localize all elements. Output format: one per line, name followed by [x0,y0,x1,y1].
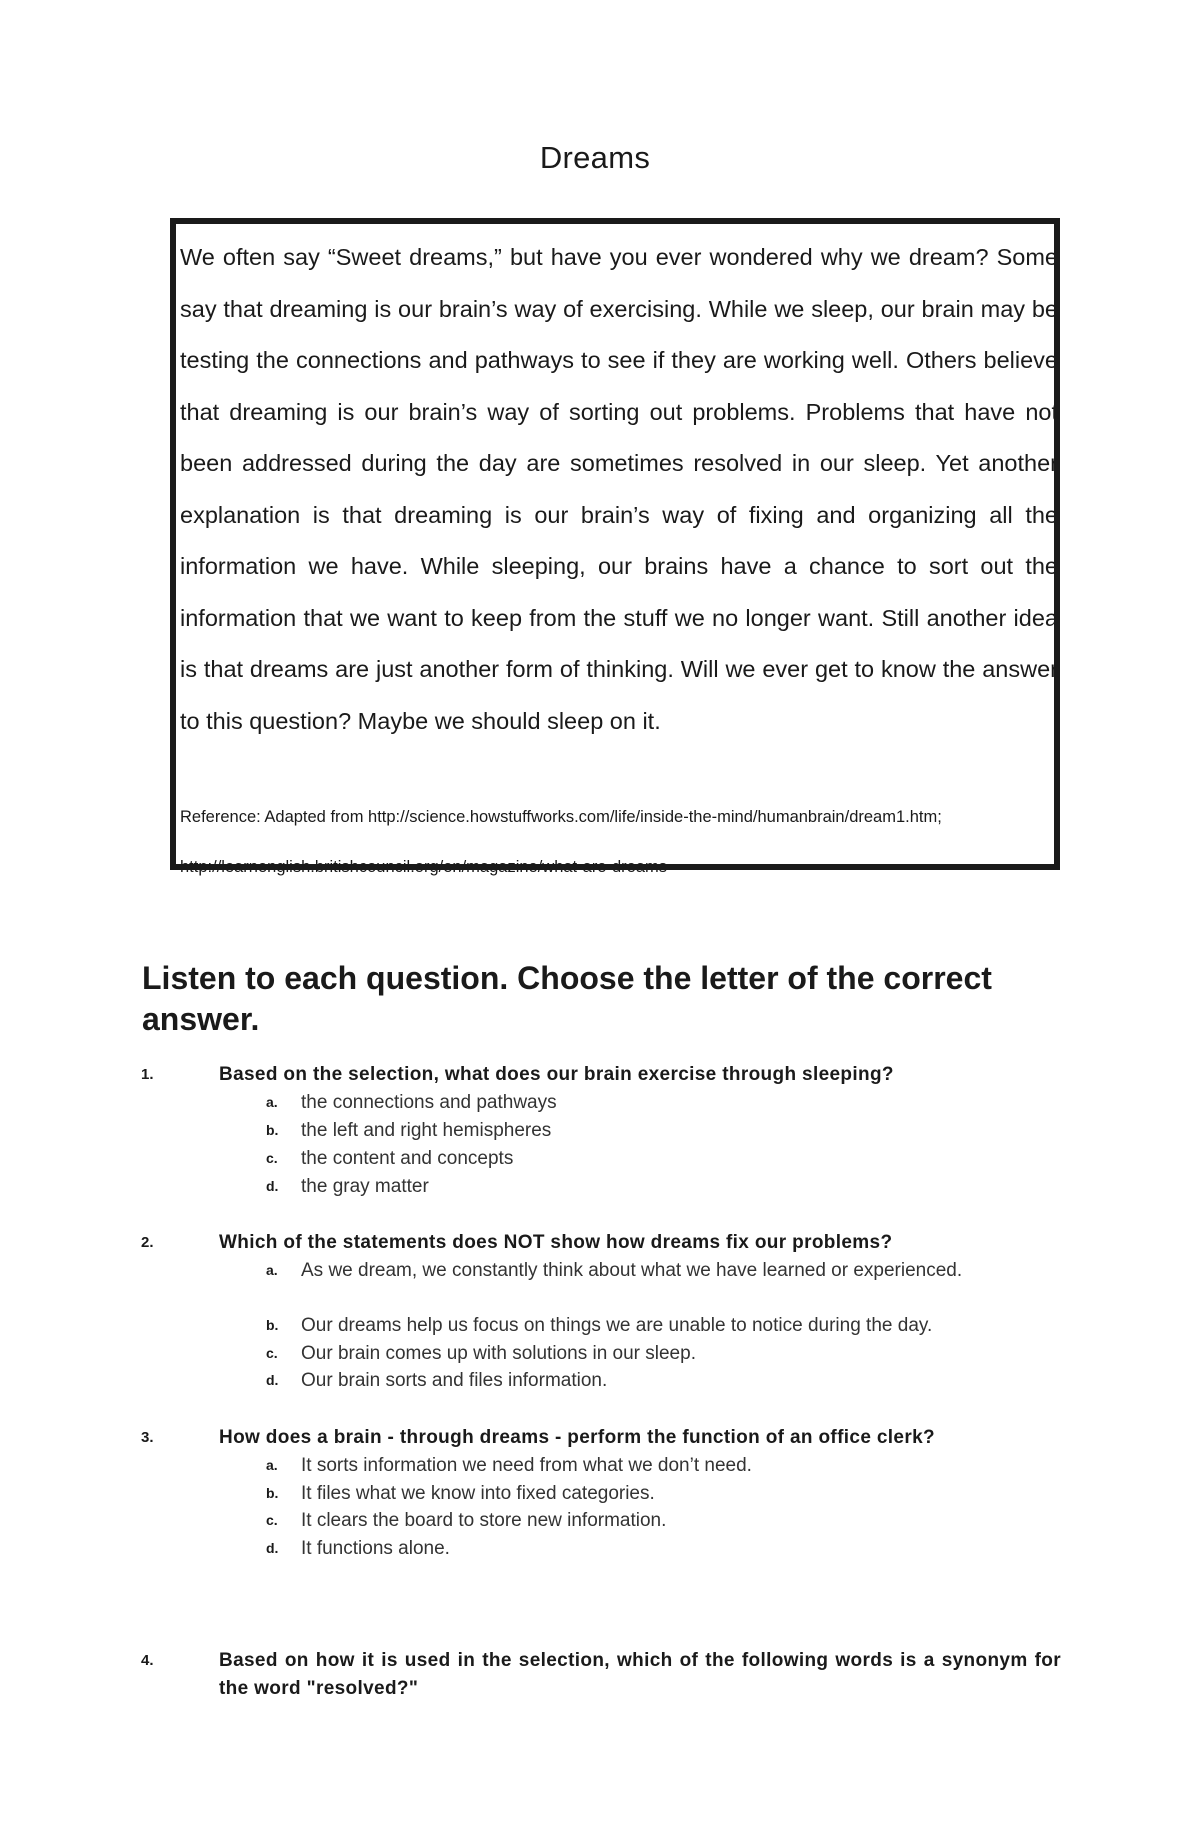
option-letter: b. [266,1485,279,1501]
option-text: the left and right hemispheres [301,1120,552,1141]
option-letter: c. [266,1150,278,1166]
question-text: How does a brain - through dreams - perform the function of an office clerk? [219,1427,935,1448]
question-number: 2. [141,1234,154,1251]
reference-line-1: Reference: Adapted from http://science.howstuffworks.com/life/inside-the-mind/humanbrain/dream1.htm; [180,808,942,826]
page-title: Dreams [539,140,651,175]
option-text: As we dream, we constantly think about what we have learned or experienced. [301,1260,963,1281]
option-letter: d. [266,1178,279,1194]
option-letter: a. [266,1457,278,1473]
option-text: the content and concepts [301,1148,514,1169]
option-letter: b. [266,1317,279,1333]
option-letter: a. [266,1262,278,1278]
question-number: 1. [141,1066,154,1083]
option-text: It files what we know into fixed categories. [301,1483,655,1504]
option-text: It clears the board to store new information. [301,1510,667,1531]
option-text: Our dreams help us focus on things we are unable to notice during the day. [301,1315,933,1336]
option-text: Our brain comes up with solutions in our sleep. [301,1343,696,1364]
option-text: the gray matter [301,1176,429,1197]
option-text: It sorts information we need from what we don’t need. [301,1455,752,1476]
option-letter: b. [266,1122,279,1138]
option-text: Our brain sorts and files information. [301,1370,608,1391]
option-letter: d. [266,1372,279,1388]
option-letter: c. [266,1345,278,1361]
question-text: Based on the selection, what does our brain exercise through sleeping? [219,1064,894,1085]
option-letter: a. [266,1094,278,1110]
reference-line-2: http://learnenglish.britishcouncil.org/en/magazine/what-are-dreams [180,858,667,876]
question-text: Based on how it is used in the selection, which of the following words is a synonym for the word "resolved?" [219,1650,1061,1699]
question-number: 4. [141,1652,154,1669]
passage-text: We often say “Sweet dreams,” but have you ever wondered why we dream? Some say that dreaming is our brain’s way of exercising. While we sleep, our brain may be testing the connections and pathways to see if they are working well. Others believe that dreaming is our brain’s way of sorting out problems. Problems that have not been addressed during the day are sometimes resolved in our sleep. Yet another explanation is that dreaming is our brain’s way of fixing and organizing all the information we have. While sleeping, our brains have a chance to sort out the information that we want to keep from the stuff we no longer want. Still another idea is that dreams are just another form of thinking. Will we ever get to know the answer to this question? Maybe we should sleep on it. [180,244,1058,734]
question-text: Which of the statements does NOT show how dreams fix our problems? [219,1232,893,1253]
instructions-heading: Listen to each question. Choose the letter of the correct answer. [142,960,992,1037]
option-letter: d. [266,1540,279,1556]
question-number: 3. [141,1429,154,1446]
option-text: the connections and pathways [301,1092,557,1113]
option-text: It functions alone. [301,1538,450,1559]
option-letter: c. [266,1512,278,1528]
